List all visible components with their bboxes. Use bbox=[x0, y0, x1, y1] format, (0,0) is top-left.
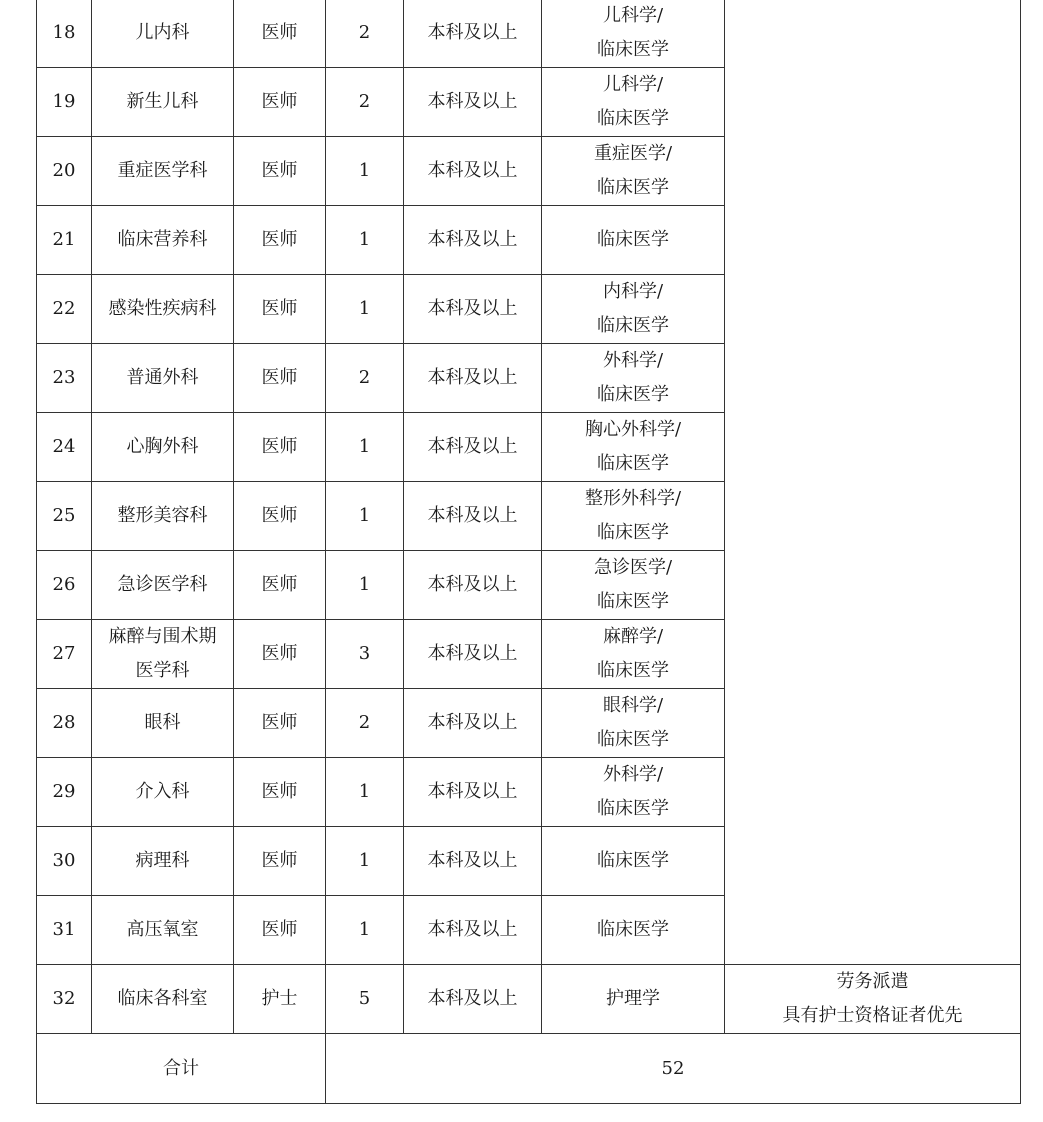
row-number: 30 bbox=[37, 827, 92, 896]
education-cell: 本科及以上 bbox=[404, 482, 542, 551]
post-cell: 医师 bbox=[234, 482, 326, 551]
major-cell bbox=[542, 620, 725, 689]
department-cell bbox=[92, 344, 234, 413]
department-cell bbox=[92, 965, 234, 1034]
major-cell bbox=[542, 965, 725, 1034]
major-cell-line: 麻醉学/ bbox=[602, 626, 664, 647]
major-cell-line: 临床医学 bbox=[597, 591, 669, 612]
major-cell bbox=[542, 482, 725, 551]
major-cell-line: 临床医学 bbox=[597, 177, 669, 198]
major-cell-line: 眼科学/ bbox=[602, 695, 664, 716]
count-cell: 1 bbox=[326, 896, 404, 965]
row-number: 22 bbox=[37, 275, 92, 344]
major-cell-line: 重症医学/ bbox=[593, 143, 673, 164]
education-cell: 本科及以上 bbox=[404, 344, 542, 413]
post-cell: 医师 bbox=[234, 758, 326, 827]
row-number: 23 bbox=[37, 344, 92, 413]
count-cell: 1 bbox=[326, 827, 404, 896]
major-cell bbox=[542, 413, 725, 482]
department-cell-line: 新生儿科 bbox=[126, 91, 199, 112]
major-cell-line: 急诊医学/ bbox=[593, 557, 673, 578]
major-cell-line: 临床医学 bbox=[597, 108, 669, 129]
count-cell: 2 bbox=[326, 344, 404, 413]
department-cell bbox=[92, 896, 234, 965]
department-cell-line: 临床各科室 bbox=[117, 988, 208, 1009]
department-cell bbox=[92, 689, 234, 758]
count-cell: 1 bbox=[326, 275, 404, 344]
education-cell: 本科及以上 bbox=[404, 413, 542, 482]
table-body bbox=[37, 0, 1021, 1034]
department-cell bbox=[92, 620, 234, 689]
department-cell bbox=[92, 827, 234, 896]
major-cell bbox=[542, 206, 725, 275]
note-cell bbox=[725, 965, 1021, 1034]
count-cell: 2 bbox=[326, 68, 404, 137]
education-cell: 本科及以上 bbox=[404, 620, 542, 689]
department-cell-line: 临床营养科 bbox=[117, 229, 208, 250]
post-cell: 医师 bbox=[234, 344, 326, 413]
post-cell: 医师 bbox=[234, 275, 326, 344]
department-cell-line: 整形美容科 bbox=[117, 505, 208, 526]
education-cell: 本科及以上 bbox=[404, 758, 542, 827]
major-cell-line: 外科学/ bbox=[602, 350, 664, 371]
department-cell bbox=[92, 0, 234, 68]
row-number: 28 bbox=[37, 689, 92, 758]
major-cell bbox=[542, 758, 725, 827]
post-cell: 医师 bbox=[234, 689, 326, 758]
department-cell bbox=[92, 758, 234, 827]
education-cell: 本科及以上 bbox=[404, 965, 542, 1034]
education-cell: 本科及以上 bbox=[404, 827, 542, 896]
major-cell bbox=[542, 689, 725, 758]
department-cell-line: 病理科 bbox=[135, 850, 190, 871]
major-cell-line: 临床医学 bbox=[597, 384, 669, 405]
major-cell-line: 临床医学 bbox=[597, 919, 669, 940]
department-cell-line: 感染性疾病科 bbox=[108, 298, 217, 319]
count-cell: 1 bbox=[326, 551, 404, 620]
note-cell-line: 具有护士资格证者优先 bbox=[782, 1005, 963, 1026]
post-cell: 医师 bbox=[234, 551, 326, 620]
row-number: 18 bbox=[37, 0, 92, 68]
row-number: 29 bbox=[37, 758, 92, 827]
major-cell bbox=[542, 896, 725, 965]
row-number: 21 bbox=[37, 206, 92, 275]
department-cell-line: 心胸外科 bbox=[126, 436, 199, 457]
major-cell bbox=[542, 344, 725, 413]
row-number: 19 bbox=[37, 68, 92, 137]
department-cell bbox=[92, 551, 234, 620]
total-value: 52 bbox=[326, 1034, 1021, 1104]
post-cell: 医师 bbox=[234, 413, 326, 482]
major-cell-line: 临床医学 bbox=[597, 315, 669, 336]
department-cell bbox=[92, 68, 234, 137]
department-cell-line: 急诊医学科 bbox=[117, 574, 208, 595]
department-cell-line: 重症医学科 bbox=[117, 160, 208, 181]
department-cell bbox=[92, 413, 234, 482]
count-cell: 3 bbox=[326, 620, 404, 689]
post-cell: 医师 bbox=[234, 827, 326, 896]
row-number: 32 bbox=[37, 965, 92, 1034]
education-cell: 本科及以上 bbox=[404, 137, 542, 206]
count-cell: 1 bbox=[326, 482, 404, 551]
post-cell: 医师 bbox=[234, 896, 326, 965]
post-cell: 医师 bbox=[234, 68, 326, 137]
education-cell: 本科及以上 bbox=[404, 0, 542, 68]
department-cell-line: 普通外科 bbox=[126, 367, 199, 388]
department-cell bbox=[92, 482, 234, 551]
education-cell: 本科及以上 bbox=[404, 68, 542, 137]
count-cell: 1 bbox=[326, 413, 404, 482]
education-cell: 本科及以上 bbox=[404, 689, 542, 758]
post-cell: 医师 bbox=[234, 620, 326, 689]
department-cell-line: 介入科 bbox=[135, 781, 190, 802]
major-cell bbox=[542, 137, 725, 206]
department-cell-line: 高压氧室 bbox=[126, 919, 199, 940]
major-cell-line: 临床医学 bbox=[597, 453, 669, 474]
major-cell bbox=[542, 827, 725, 896]
major-cell-line: 外科学/ bbox=[602, 764, 664, 785]
row-number: 27 bbox=[37, 620, 92, 689]
total-row bbox=[37, 1034, 1021, 1104]
major-cell-line: 临床医学 bbox=[597, 660, 669, 681]
major-cell-line: 胸心外科学/ bbox=[584, 419, 682, 440]
post-cell: 医师 bbox=[234, 206, 326, 275]
note-cell-line: 劳务派遣 bbox=[836, 971, 909, 992]
row-number: 25 bbox=[37, 482, 92, 551]
table-row bbox=[37, 965, 1021, 1034]
major-cell-line: 儿科学/ bbox=[602, 5, 664, 26]
department-cell bbox=[92, 206, 234, 275]
row-number: 26 bbox=[37, 551, 92, 620]
count-cell: 1 bbox=[326, 137, 404, 206]
major-cell-line: 护理学 bbox=[606, 988, 660, 1009]
major-cell bbox=[542, 0, 725, 68]
count-cell: 2 bbox=[326, 0, 404, 68]
education-cell: 本科及以上 bbox=[404, 896, 542, 965]
post-cell: 医师 bbox=[234, 0, 326, 68]
count-cell: 1 bbox=[326, 206, 404, 275]
row-number: 24 bbox=[37, 413, 92, 482]
table-row bbox=[37, 0, 1021, 68]
post-cell: 护士 bbox=[234, 965, 326, 1034]
major-cell-line: 内科学/ bbox=[602, 281, 664, 302]
row-number: 31 bbox=[37, 896, 92, 965]
major-cell bbox=[542, 551, 725, 620]
department-cell bbox=[92, 137, 234, 206]
department-cell-line: 儿内科 bbox=[135, 22, 190, 43]
major-cell-line: 临床医学 bbox=[597, 522, 669, 543]
major-cell bbox=[542, 68, 725, 137]
department-cell-line: 麻醉与围术期 bbox=[108, 626, 217, 647]
count-cell: 2 bbox=[326, 689, 404, 758]
recruitment-table bbox=[36, 0, 1021, 1104]
note-spacer-cell bbox=[725, 0, 1021, 965]
major-cell-line: 临床医学 bbox=[597, 229, 669, 250]
major-cell-line: 临床医学 bbox=[597, 798, 669, 819]
total-label: 合计 bbox=[37, 1034, 326, 1104]
major-cell bbox=[542, 275, 725, 344]
count-cell: 5 bbox=[326, 965, 404, 1034]
education-cell: 本科及以上 bbox=[404, 206, 542, 275]
major-cell-line: 临床医学 bbox=[597, 850, 669, 871]
education-cell: 本科及以上 bbox=[404, 275, 542, 344]
major-cell-line: 儿科学/ bbox=[602, 74, 664, 95]
major-cell-line: 临床医学 bbox=[597, 39, 669, 60]
department-cell-line: 眼科 bbox=[144, 712, 181, 733]
post-cell: 医师 bbox=[234, 137, 326, 206]
major-cell-line: 整形外科学/ bbox=[584, 488, 682, 509]
major-cell-line: 临床医学 bbox=[597, 729, 669, 750]
count-cell: 1 bbox=[326, 758, 404, 827]
row-number: 20 bbox=[37, 137, 92, 206]
department-cell bbox=[92, 275, 234, 344]
education-cell: 本科及以上 bbox=[404, 551, 542, 620]
department-cell-line: 医学科 bbox=[135, 660, 190, 681]
